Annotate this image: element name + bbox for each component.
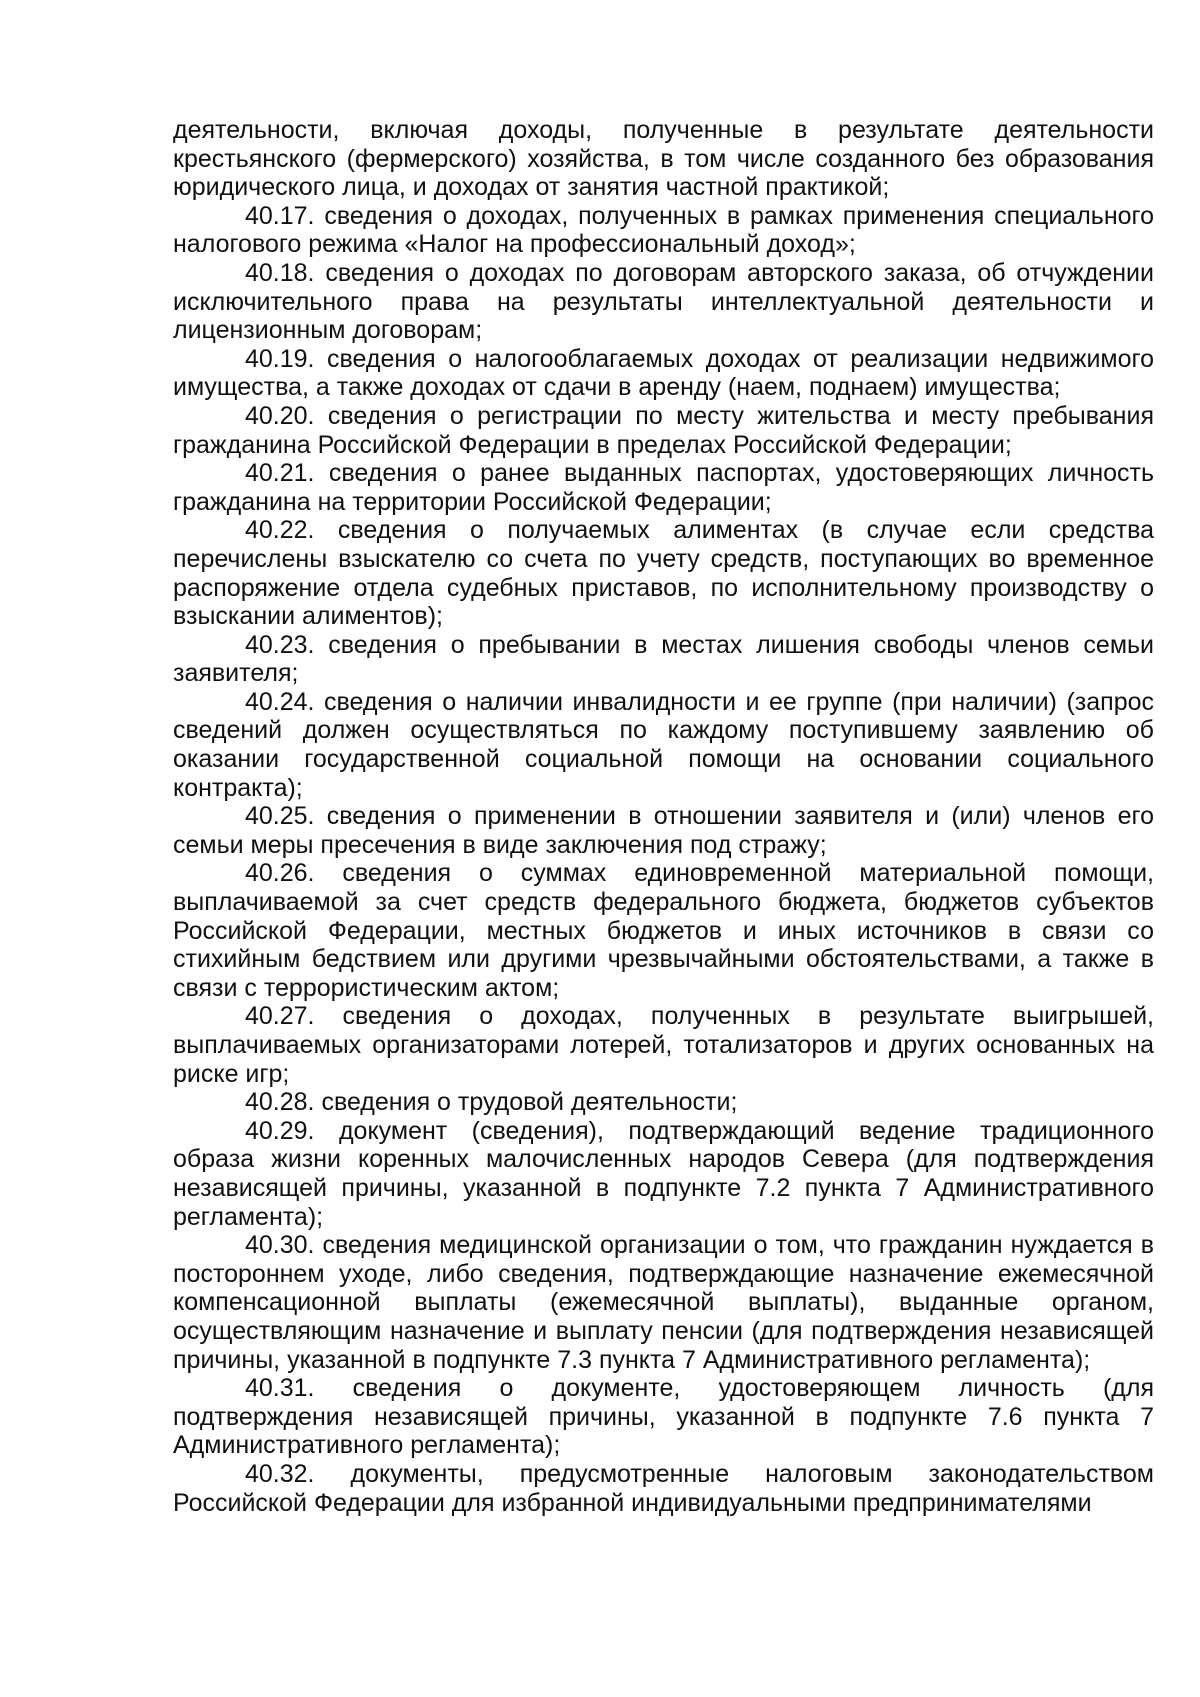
paragraph-continuation: деятельности, включая доходы, полученные в результате деятельности крестьянского (фермерского) хозяйства, в том числе созданного без образования юридического лица, и доходах от занятия частной практикой; [173,116,1154,202]
paragraph-40-27: 40.27. сведения о доходах, полученных в результате выигрышей, выплачиваемых организаторами лотерей, тотализаторов и других основанных на риске игр; [173,1002,1154,1088]
paragraph-40-20: 40.20. сведения о регистрации по месту жительства и месту пребывания гражданина Российской Федерации в пределах Российской Федерации; [173,401,1154,459]
paragraph-40-22: 40.22. сведения о получаемых алиментах (в случае если средства перечислены взыскателю со счета по учету средств, поступающих во временное распоряжение отдела судебных приставов, по исполнительному производству о взыскании алиментов); [173,516,1154,631]
paragraph-40-26: 40.26. сведения о суммах единовременной материальной помощи, выплачиваемой за счет средств федерального бюджета, бюджетов субъектов Российской Федерации, местных бюджетов и иных источников в связи со стихийным бедствием или другими чрезвычайными обстоятельствами, а также в связи с террористическим актом; [173,859,1154,1002]
paragraph-40-30: 40.30. сведения медицинской организации о том, что гражданин нуждается в постороннем уходе, либо сведения, подтверждающие назначение ежемесячной компенсационной выплаты (ежемесячной выплаты), выданные органом, осуществляющим назначение и выплату пенсии (для подтверждения независящей причины, указанной в подпункте 7.3 пункта 7 Административного регламента); [173,1231,1154,1374]
paragraph-40-24: 40.24. сведения о наличии инвалидности и ее группе (при наличии) (запрос сведений должен осуществляться по каждому поступившему заявлению об оказании государственной социальной помощи на основании социального контракта); [173,687,1154,802]
paragraph-40-23: 40.23. сведения о пребывании в местах лишения свободы членов семьи заявителя; [173,630,1154,688]
paragraph-40-17: 40.17. сведения о доходах, полученных в рамках применения специального налогового режима «Налог на профессиональный доход»; [173,201,1154,259]
paragraph-40-28: 40.28. сведения о трудовой деятельности; [245,1088,738,1117]
paragraph-40-29: 40.29. документ (сведения), подтверждающий ведение традиционного образа жизни коренных малочисленных народов Севера (для подтверждения независящей причины, указанной в подпункте 7.2 пункта 7 Административного регламента); [173,1116,1154,1231]
paragraph-40-32: 40.32. документы, предусмотренные налоговым законодательством Российской Федерации для избранной индивидуальными предпринимателями [173,1459,1154,1517]
paragraph-40-25: 40.25. сведения о применении в отношении заявителя и (или) членов его семьи меры пресечения в виде заключения под стражу; [173,802,1154,859]
paragraph-40-31: 40.31. сведения о документе, удостоверяющем личность (для подтверждения независящей причины, указанной в подпункте 7.6 пункта 7 Административного регламента); [173,1374,1154,1460]
paragraph-40-18: 40.18. сведения о доходах по договорам авторского заказа, об отчуждении исключительного права на результаты интеллектуальной деятельности и лицензионным договорам; [173,258,1154,345]
document-body [173,116,1154,1517]
paragraph-40-21: 40.21. сведения о ранее выданных паспортах, удостоверяющих личность гражданина на территории Российской Федерации; [173,459,1154,516]
paragraph-40-19: 40.19. сведения о налогооблагаемых доходах от реализации недвижимого имущества, а также доходах от сдачи в аренду (наем, поднаем) имущества; [173,344,1154,402]
